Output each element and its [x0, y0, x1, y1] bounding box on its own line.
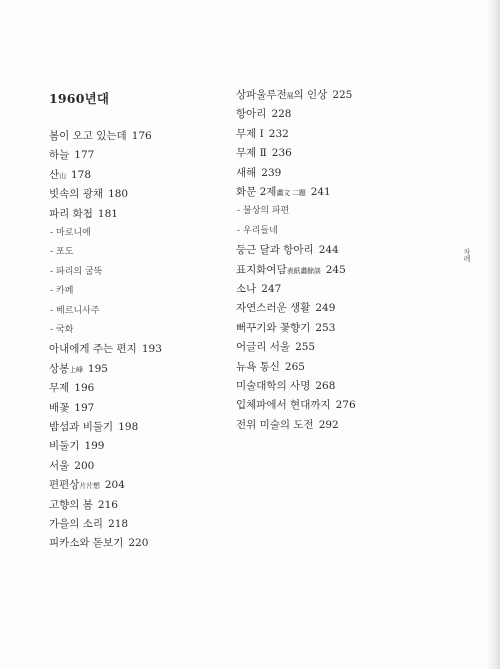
entry-page-number: 245 [325, 263, 346, 276]
section-title: 1960년대 [49, 91, 110, 106]
entry-page-number: 216 [97, 498, 118, 511]
toc-subentry [50, 285, 73, 298]
entry-page-number: 232 [268, 127, 289, 140]
entry-page-number: 204 [104, 479, 125, 492]
entry-page-number: 196 [74, 382, 95, 395]
entry-title: 편편상 [49, 479, 80, 492]
entry-page-number: 253 [315, 321, 336, 334]
toc-subentry [237, 225, 278, 238]
entry-page-number: 200 [74, 459, 95, 472]
entry-page-number: 276 [335, 399, 356, 412]
entry-title: 상파울루전 [236, 89, 287, 101]
toc-subentry [237, 205, 289, 218]
subentry-dash: - [50, 247, 54, 258]
toc-entry [49, 460, 94, 473]
subentry-dash: - [50, 305, 54, 316]
entry-page-number: 255 [295, 341, 316, 354]
entry-title: 배꽃 [49, 401, 70, 414]
entry-title: 상봉 [49, 362, 70, 375]
entry-title: 새해 [236, 166, 257, 179]
entry-hanja: 畵文 二題 [276, 189, 306, 197]
toc-entry [236, 302, 335, 315]
entry-title: 항아리 [236, 108, 267, 121]
toc-entry [49, 421, 138, 434]
entry-title: 고향의 봄 [49, 498, 93, 511]
toc-entry [236, 322, 335, 335]
entry-page-number: 268 [315, 380, 336, 392]
entry-page-number: 178 [70, 168, 92, 181]
entry-page-number: 181 [97, 207, 118, 220]
toc-subentry [50, 324, 73, 337]
entry-hanja: 展 [286, 92, 294, 100]
entry-title: 봄이 오고 있는데 [49, 130, 127, 142]
toc-entry [49, 130, 152, 143]
entry-hanja: 片片想 [79, 482, 100, 491]
entry-page-number: 199 [84, 440, 105, 453]
entry-page-number: 225 [332, 89, 353, 101]
entry-page-number: 239 [261, 166, 282, 179]
toc-entry [49, 188, 128, 201]
entry-title: 입체파에서 현대까지 [236, 399, 331, 412]
entry-title: 파리의 굴뚝 [56, 266, 103, 277]
entry-title: 빗속의 광채 [49, 188, 104, 201]
entry-page-number: 197 [74, 401, 95, 414]
toc-entry [236, 399, 356, 412]
toc-entry [49, 208, 118, 221]
entry-title: 불상의 파편 [243, 206, 290, 217]
entry-title: 무제 Ⅱ [236, 147, 267, 160]
subentry-dash: - [50, 266, 54, 277]
toc-entry [236, 419, 339, 432]
entry-page-number: 247 [261, 283, 282, 295]
entry-title: 소나 [236, 283, 257, 295]
toc-entry [49, 343, 162, 356]
toc-entry [49, 479, 125, 493]
entry-title: 우리들네 [243, 225, 278, 236]
subentry-dash: - [237, 206, 241, 217]
toc-entry [236, 264, 346, 278]
toc-entry [49, 518, 128, 531]
entry-title: 어글리 서울 [236, 341, 291, 354]
toc-subentry [50, 266, 102, 279]
toc-entry [236, 380, 335, 393]
entry-title: 마로니에 [56, 228, 91, 238]
entry-page-number: 220 [128, 537, 149, 550]
toc-entry [236, 186, 331, 200]
entry-title: 산 [49, 168, 60, 181]
toc-entry [236, 244, 339, 257]
entry-hanja: 山 [59, 171, 66, 180]
entry-title: 뉴욕 통신 [236, 360, 280, 373]
entry-title: 비둘기 [49, 440, 80, 453]
toc-entry [49, 149, 94, 162]
entry-page-number: 195 [87, 362, 108, 375]
entry-page-number: 249 [315, 302, 336, 315]
toc-subentry [50, 246, 73, 259]
entry-page-number: 198 [118, 421, 139, 433]
entry-title: 하늘 [49, 149, 70, 162]
toc-subentry [50, 227, 91, 240]
entry-title: 화문 2제 [236, 186, 277, 198]
entry-page-number: 265 [284, 360, 305, 373]
entry-page-number: 180 [108, 188, 129, 201]
subentry-dash: - [237, 225, 241, 236]
entry-title: 무제 [49, 382, 70, 395]
toc-entry [236, 361, 305, 374]
entry-page-number: 292 [318, 418, 339, 431]
entry-title: 서울 [49, 459, 70, 472]
entry-title: 파리 화첩 [49, 207, 93, 220]
toc-subentry [50, 305, 100, 318]
entry-title: 베르니사주 [56, 305, 100, 316]
entry-title: 전위 미술의 도전 [236, 418, 314, 431]
entry-title: 밤섬과 비둘기 [49, 421, 114, 433]
entry-hanja: 上峰 [69, 365, 83, 374]
page-edge-shadow [486, 0, 500, 669]
toc-entry [236, 108, 291, 121]
entry-title: 아내에게 주는 편지 [49, 343, 137, 356]
entry-title: 둥근 달과 항아리 [236, 244, 314, 257]
subentry-dash: - [50, 228, 54, 238]
entry-title: 미술대학의 사명 [236, 380, 311, 392]
toc-entry [236, 89, 352, 103]
toc-entry [236, 341, 315, 354]
entry-title: 가을의 소리 [49, 518, 104, 530]
subentry-dash: - [50, 286, 54, 297]
entry-hanja: 表紙畵餘談 [286, 266, 321, 275]
toc-entry [236, 128, 289, 141]
entry-title: 무제 Ⅰ [236, 127, 264, 140]
toc-entry [49, 382, 94, 395]
entry-title-tail: 의 인상 [293, 89, 328, 101]
entry-title: 자연스러운 생활 [236, 302, 311, 315]
toc-entry [49, 402, 94, 415]
toc-entry [49, 363, 108, 377]
toc-entry [49, 537, 148, 550]
toc-entry [49, 440, 104, 453]
toc-entry [236, 283, 281, 296]
subentry-dash: - [50, 325, 54, 335]
entry-page-number: 228 [271, 108, 292, 121]
entry-title: 피카소와 돋보기 [49, 537, 124, 550]
toc-entry [236, 147, 292, 160]
entry-title: 포도 [56, 247, 74, 258]
entry-title: 뻐꾸기와 꽃향기 [236, 321, 311, 334]
entry-title: 카페 [56, 286, 74, 297]
toc-entry [49, 169, 91, 183]
entry-page-number: 177 [74, 149, 95, 162]
entry-page-number: 241 [310, 186, 331, 198]
entry-page-number: 176 [131, 130, 152, 142]
entry-page-number: 244 [318, 244, 339, 257]
entry-page-number: 193 [141, 343, 162, 356]
toc-entry [49, 499, 118, 512]
entry-title: 표지화여담 [236, 263, 287, 276]
toc-entry [236, 167, 281, 180]
side-running-label: 차례 [463, 248, 471, 262]
entry-page-number: 218 [108, 518, 129, 530]
entry-page-number: 236 [271, 147, 292, 160]
entry-title: 국화 [56, 325, 74, 335]
